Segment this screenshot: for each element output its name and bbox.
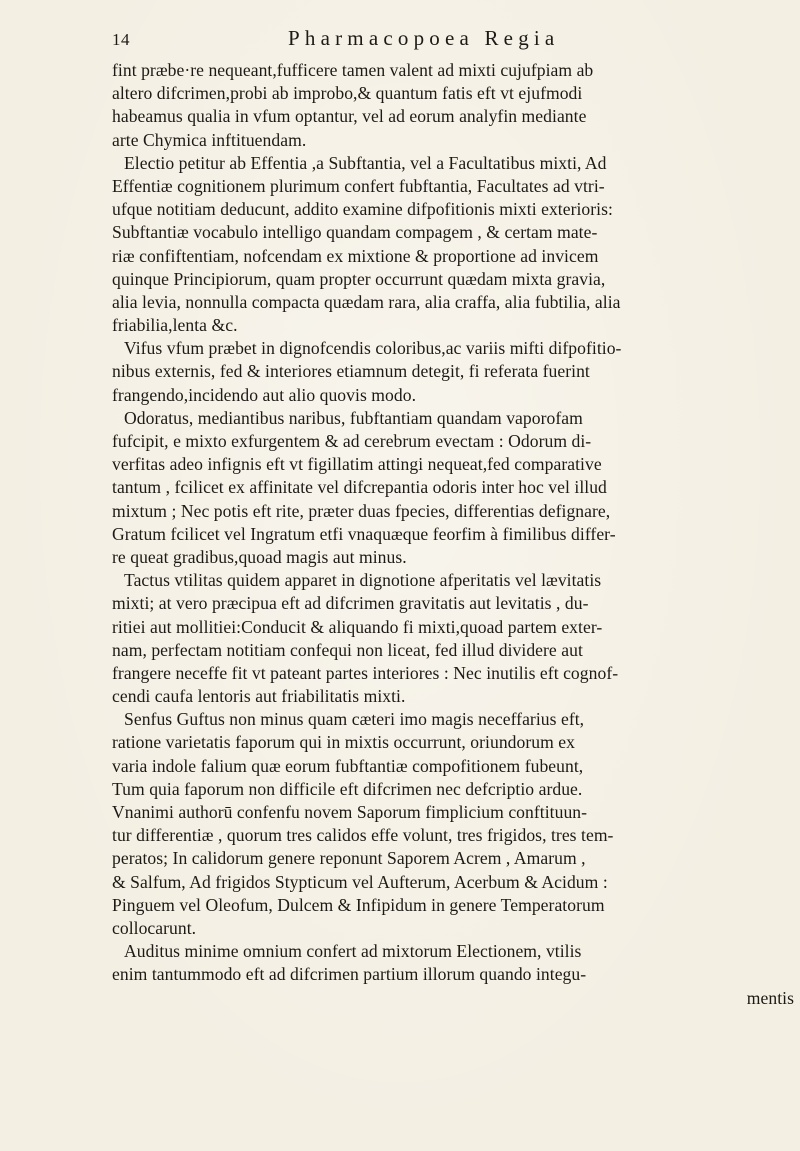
text-line: Effentiæ cognitionem plurimum confert fubftantia, Facultates ad vtri- — [112, 175, 605, 196]
text-line: Gratum fcilicet vel Ingratum etfi vnaquæque feorfim à fimilibus differ- — [112, 523, 616, 544]
catchword: mentis — [746, 987, 794, 1008]
text-line: frangere neceffe fit vt pateant partes interiores : Nec inutilis eft cognof- — [112, 662, 619, 683]
body-text — [112, 59, 794, 1010]
text-line: & Salfum, Ad frigidos Stypticum vel Aufterum, Acerbum & Acidum : — [112, 871, 608, 892]
text-line: mixti; at vero præcipua eft ad difcrimen gravitatis aut levitatis , du- — [112, 593, 589, 614]
text-line: peratos; In calidorum genere reponunt Saporem Acrem , Amarum , — [112, 848, 586, 869]
text-line: mixtum ; Nec potis eft rite, præter duas fpecies, differentias defignare, — [112, 500, 611, 521]
text-line: Tactus vtilitas quidem apparet in dignotione afperitatis vel lævitatis — [124, 570, 602, 591]
text-line: Vifus vfum præbet in dignofcendis coloribus,ac variis mifti difpofitio- — [124, 338, 622, 359]
text-line: quinque Principiorum, quam propter occurrunt quædam mixta gravia, — [112, 268, 606, 289]
text-line: enim tantummodo eft ad difcrimen partium illorum quando integu- — [112, 964, 587, 985]
text-line: nibus externis, fed & interiores etiamnum detegit, fi referata fuerint — [112, 361, 590, 382]
text-line: friabilia,lenta &c. — [112, 315, 238, 336]
text-line: cendi caufa lentoris aut friabilitatis mixti. — [112, 686, 406, 707]
text-line: verfitas adeo infignis eft vt figillatim attingi nequeat,fed comparative — [112, 454, 602, 475]
page-number: 14 — [112, 30, 130, 49]
text-line: fufcipit, e mixto exfurgentem & ad cerebrum evectam : Odorum di- — [112, 431, 592, 451]
text-line: Odoratus, mediantibus naribus, fubftantiam quandam vaporofam — [124, 407, 583, 428]
text-line: Pinguem vel Oleofum, Dulcem & Infipidum in genere Temperatorum — [112, 894, 605, 915]
text-line: ritiei aut mollitiei:Conducit & aliquando fi mixti,quoad partem exter- — [112, 616, 603, 637]
text-line: riæ confiftentiam, nofcendam ex mixtione & proportione ad invicem — [112, 245, 599, 266]
text-line: ufque notitiam deducunt, addito examine difpofitionis mixti exterioris: — [112, 199, 613, 220]
text-line: Auditus minime omnium confert ad mixtorum Electionem, vtilis — [124, 941, 582, 962]
text-line: Tum quia faporum non difficile eft difcrimen nec defcriptio ardue. — [112, 778, 583, 799]
running-title: Pharmacopoea Regia — [288, 26, 560, 50]
text-line: Subftantiæ vocabulo intelligo quandam compagem , & certam mate- — [112, 222, 598, 243]
text-line: tur differentiæ , quorum tres calidos effe volunt, tres frigidos, tres tem- — [112, 825, 614, 846]
text-line: collocarunt. — [112, 917, 197, 938]
text-line: Electio petitur ab Effentia ,a Subftantia, vel a Facultatibus mixti, Ad — [124, 152, 607, 173]
text-line: frangendo,incidendo aut alio quovis modo. — [112, 384, 417, 405]
text-line: tantum , fcilicet ex affinitate vel difcrepantia odoris inter hoc vel illud — [112, 477, 607, 498]
page-header — [0, 26, 800, 58]
text-line: arte Chymica inftituendam. — [112, 129, 307, 150]
text-line: nam, perfectam notitiam confequi non liceat, fed illud dividere aut — [112, 639, 583, 660]
text-line: alia levia, nonnulla compacta quædam rara, alia craffa, alia fubtilia, alia — [112, 291, 621, 312]
text-line: habeamus qualia in vfum optantur, vel ad eorum analyfin mediante — [112, 106, 587, 127]
text-line: Vnanimi authorū confenfu novem Saporum fimplicium conftituun- — [112, 802, 588, 822]
text-line: varia indole falium quæ eorum fubftantiæ compofitionem fubeunt, — [112, 755, 584, 776]
text-line: Senfus Guftus non minus quam cæteri imo magis neceffarius eft, — [124, 709, 585, 730]
text-line: fint præbe·re nequeant,fufficere tamen valent ad mixti cujufpiam ab — [112, 60, 594, 80]
text-line: ratione varietatis faporum qui in mixtis occurrunt, oriundorum ex — [112, 732, 576, 753]
text-line: altero difcrimen,probi ab improbo,& quantum fatis eft vt ejufmodi — [112, 83, 583, 104]
text-line: re queat gradibus,quoad magis aut minus. — [112, 546, 407, 567]
